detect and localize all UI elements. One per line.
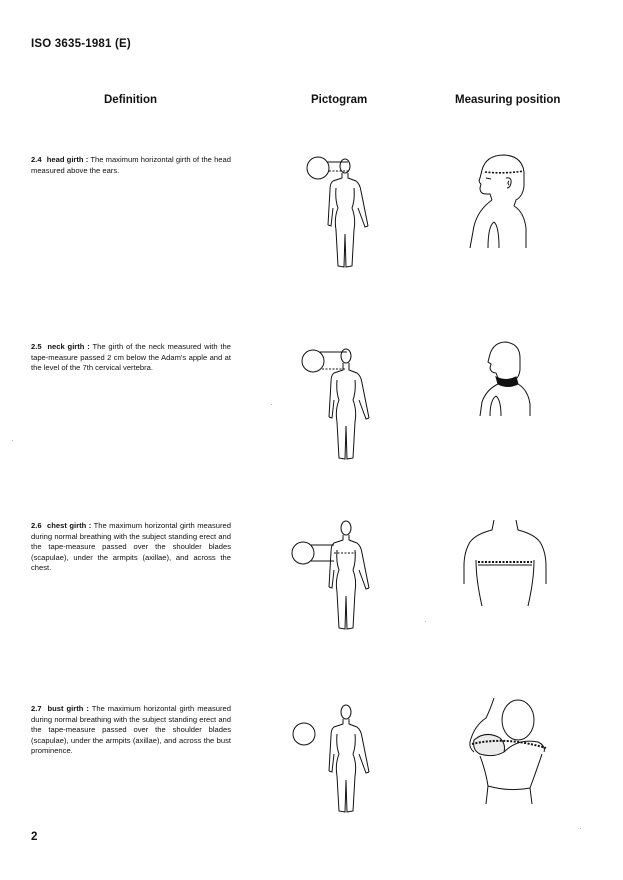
definition-chest-girth	[31, 521, 231, 574]
definition-bust-girth	[31, 704, 231, 757]
scan-speck	[271, 404, 272, 405]
chest-girth-measuring-position-icon	[462, 518, 548, 608]
definition-text: The maximum horizontal girth measured during normal breathing with the subject standing erect and the tape-measure passed over the shoulder blades (scapulae), under the armpits (axillae), and across the bust prominence.	[31, 704, 231, 756]
definition-head-girth	[31, 155, 231, 176]
bust-girth-pictogram-icon	[290, 698, 380, 820]
head-girth-pictogram-icon	[298, 150, 388, 272]
clause-number: 2.4	[31, 155, 42, 164]
defined-term: neck girth :	[47, 342, 90, 351]
neck-girth-pictogram-icon	[298, 340, 388, 462]
definition-text: The maximum horizontal girth of the head measured above the ears.	[31, 155, 231, 175]
definition-neck-girth	[31, 342, 231, 374]
neck-girth-measuring-position-icon	[472, 340, 542, 420]
scan-speck	[580, 828, 581, 829]
page-number: 2	[31, 831, 38, 843]
head-girth-measuring-position-icon	[466, 152, 546, 252]
defined-term: chest girth :	[47, 521, 92, 530]
definition-text: The maximum horizontal girth measured during normal breathing with the subject standing erect and the tape-measure passed over the shoulder blades (scapulae), under the armpits (axillae), and across the chest.	[31, 521, 231, 573]
column-heading-definition: Definition	[104, 94, 158, 106]
chest-girth-pictogram-icon	[290, 518, 380, 640]
scan-speck	[12, 440, 13, 441]
clause-number: 2.7	[31, 704, 42, 713]
defined-term: head girth :	[46, 155, 89, 164]
column-heading-measuring-position: Measuring position	[455, 94, 561, 106]
column-heading-pictogram: Pictogram	[311, 94, 368, 106]
defined-term: bust girth :	[47, 704, 89, 713]
definition-text: The girth of the neck measured with the tape-measure passed 2 cm below the Adam's apple and at the level of the 7th cervical vertebra.	[31, 342, 231, 373]
bust-girth-measuring-position-icon	[466, 696, 556, 806]
standard-reference: ISO 3635-1981 (E)	[31, 38, 131, 50]
scan-speck	[425, 621, 426, 622]
clause-number: 2.5	[31, 342, 42, 351]
clause-number: 2.6	[31, 521, 42, 530]
